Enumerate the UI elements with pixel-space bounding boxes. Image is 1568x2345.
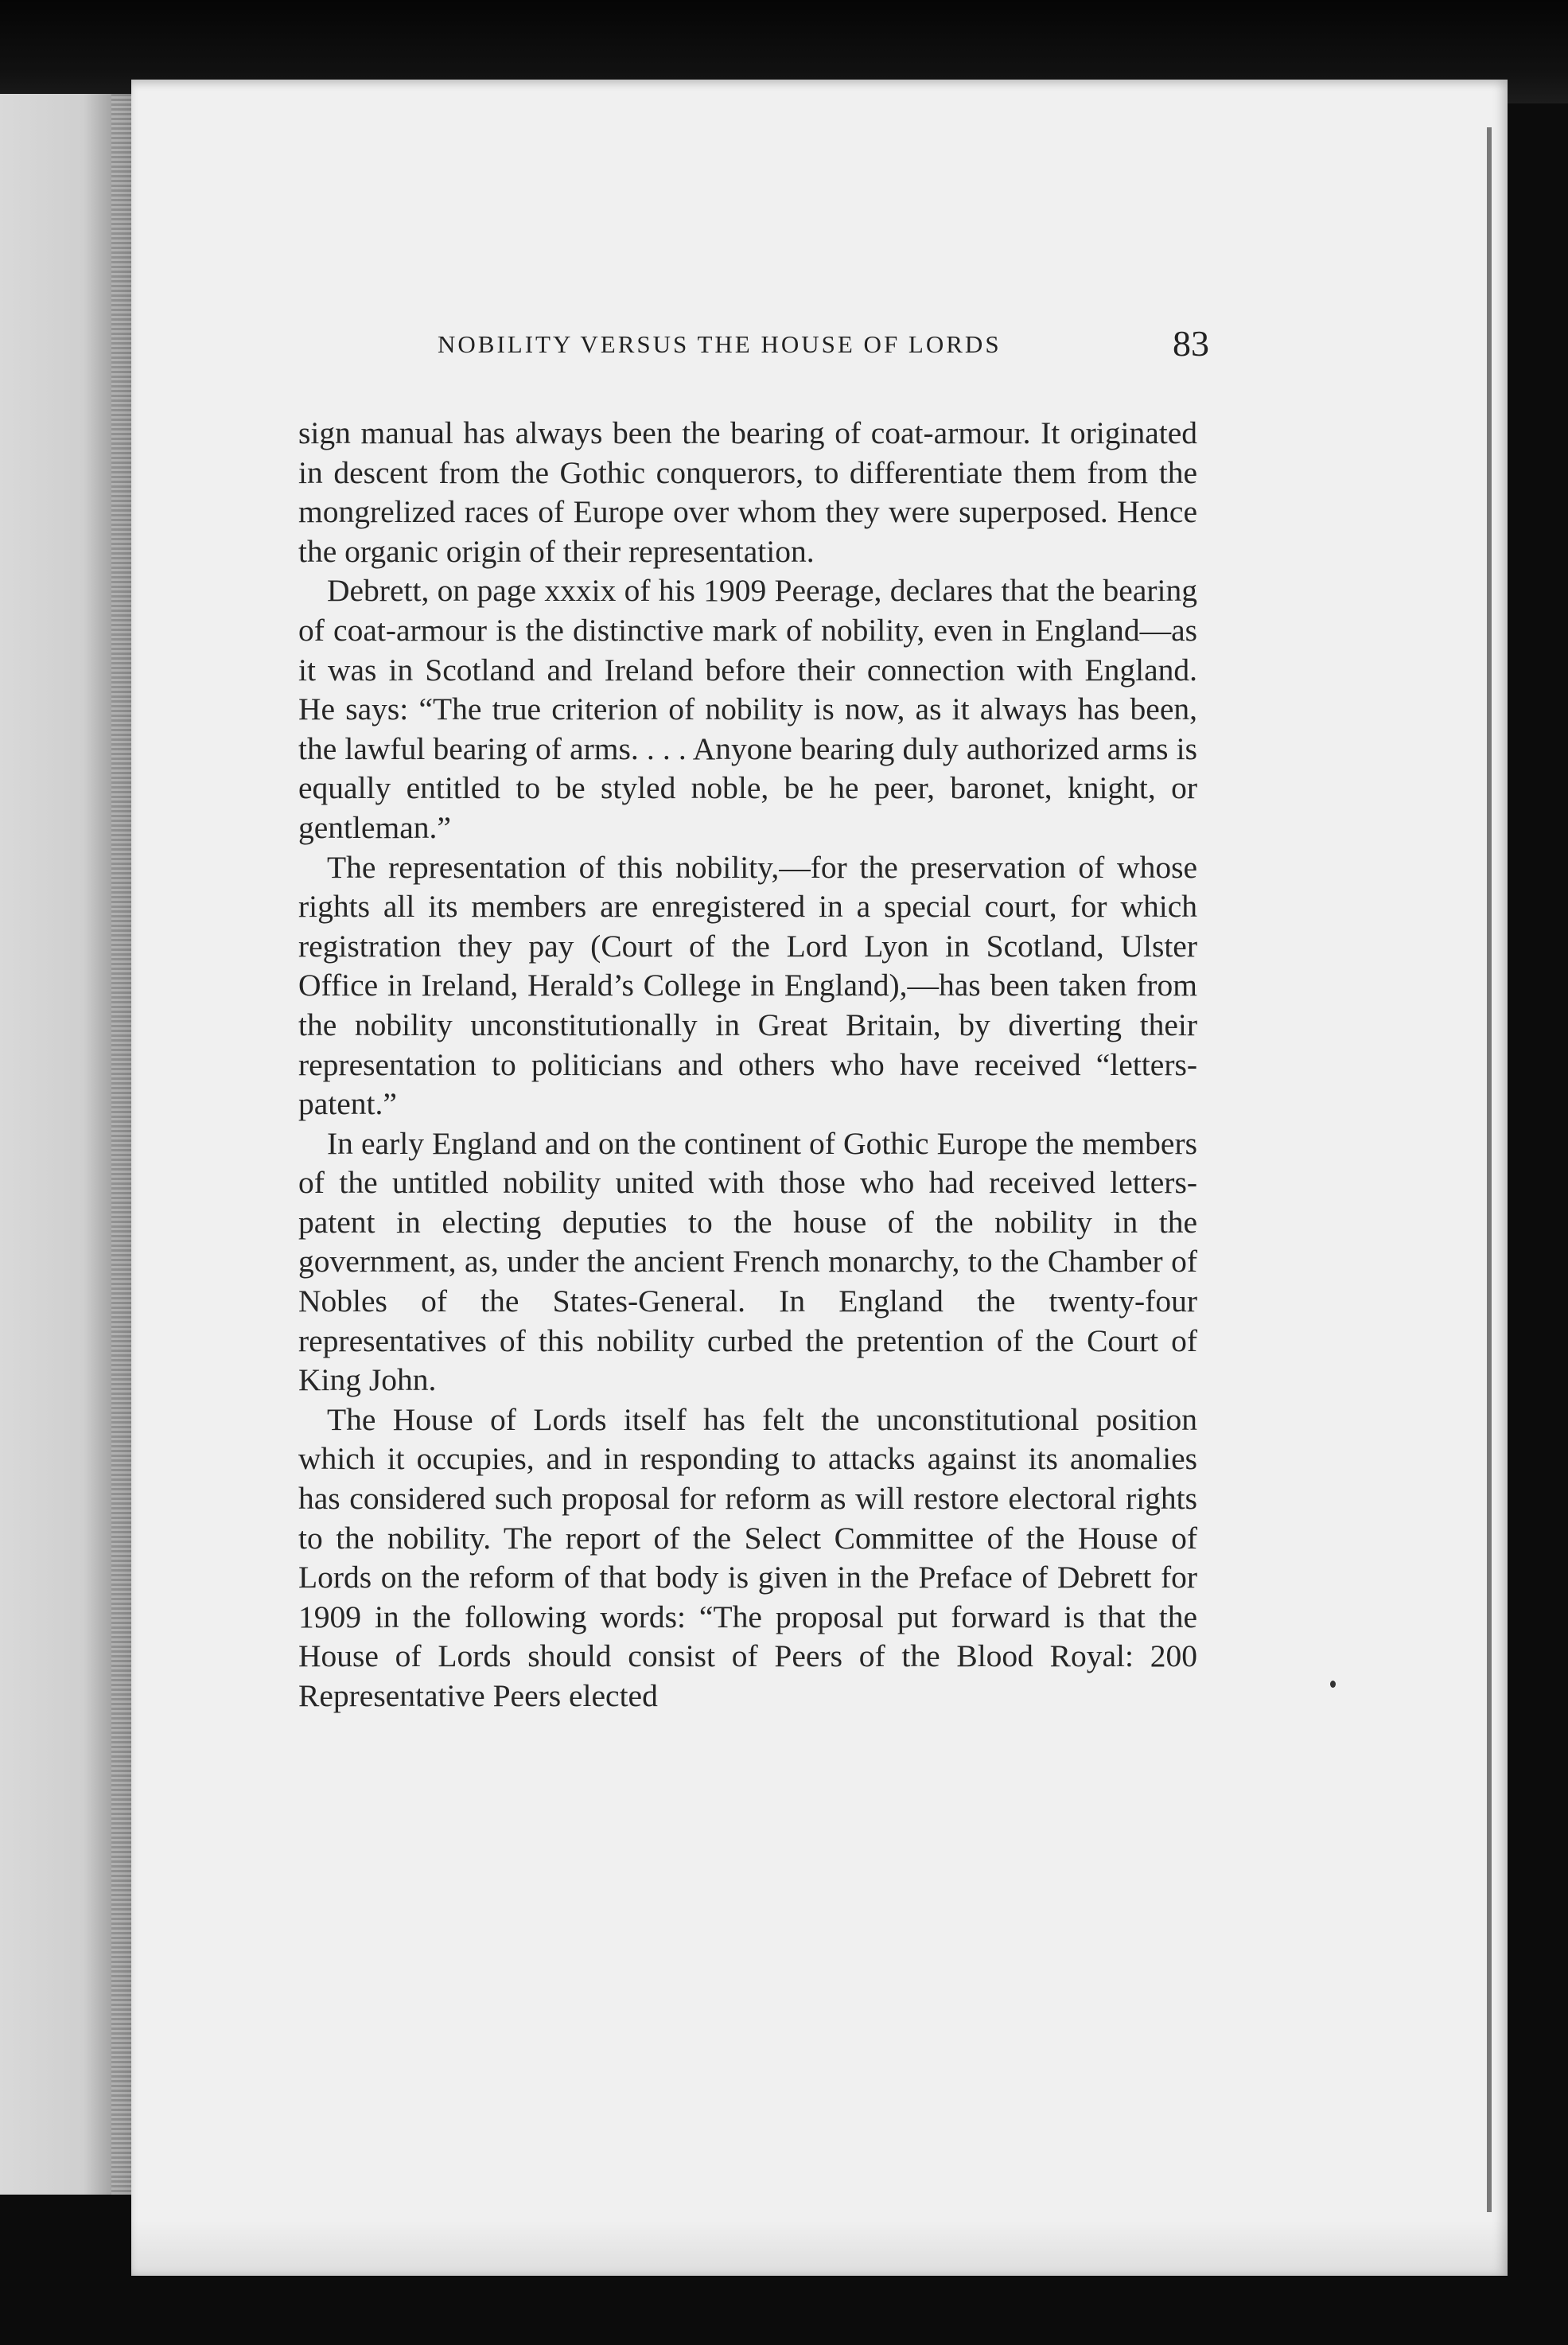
body-text xyxy=(298,414,1197,1716)
page-header xyxy=(294,322,1209,378)
page-bottom-shadow xyxy=(131,2220,1508,2276)
paragraph-1: sign manual has always been the bearing of coat-armour. It originated in descent from the Gothic conquerors, to differentiate them from the mongrelized races of Europe over whom they were superposed. Hence the organic origin of their representation. xyxy=(298,415,1197,569)
ink-speck xyxy=(1330,1681,1336,1688)
paragraph-2: Debrett, on page xxxix of his 1909 Peerage, declares that the bearing of coat-armour is the distinctive mark of nobility, even in England—as it was in Scotland and Ireland before their connection with England. He says: “The true criterion of nobility is now, as it always has been, the lawful bearing of arms. . . . Anyone bearing duly authorized arms is equally entitled to be styled noble, be he peer, baronet, knight, or gentleman.” xyxy=(298,573,1197,845)
page-number: 83 xyxy=(1173,323,1209,364)
paragraph-4: In early England and on the continent of Gothic Europe the members of the untitled nobility united with those who had received letters-patent in electing deputies to the house of the nobility in the government, as, under the ancient French monarchy, to the Chamber of Nobles of the States-General. In England the twenty-four representatives of this nobility curbed the pretention of the Court of King John. xyxy=(298,1125,1197,1398)
page-edge-shadow xyxy=(1487,127,1492,2212)
paragraph-5: The House of Lords itself has felt the unconstitutional position which it occupies, and in responding to attacks against its anomalies has considered such proposal for reform as will restore electoral rights to the nobility. The report of the Select Committee of the House of Lords on the reform of that body is given in the Preface of Debrett for 1909 in the following words: “The proposal put forward is that the House of Lords should consist of Peers of the Blood Royal: 200 Representative Peers elected xyxy=(298,1401,1197,1713)
paragraph-3: The representation of this nobility,—for the preservation of whose rights all its members are enregistered in a special court, for which registration they pay (Court of the Lord Lyon in Scotland, Ulster Office in Ireland, Herald’s College in England),—has been taken from the nobility unconstitutionally in Great Britain, by diverting their representation to politicians and others who have received “letters-patent.” xyxy=(298,849,1197,1122)
running-head: NOBILITY VERSUS THE HOUSE OF LORDS xyxy=(438,330,1002,358)
